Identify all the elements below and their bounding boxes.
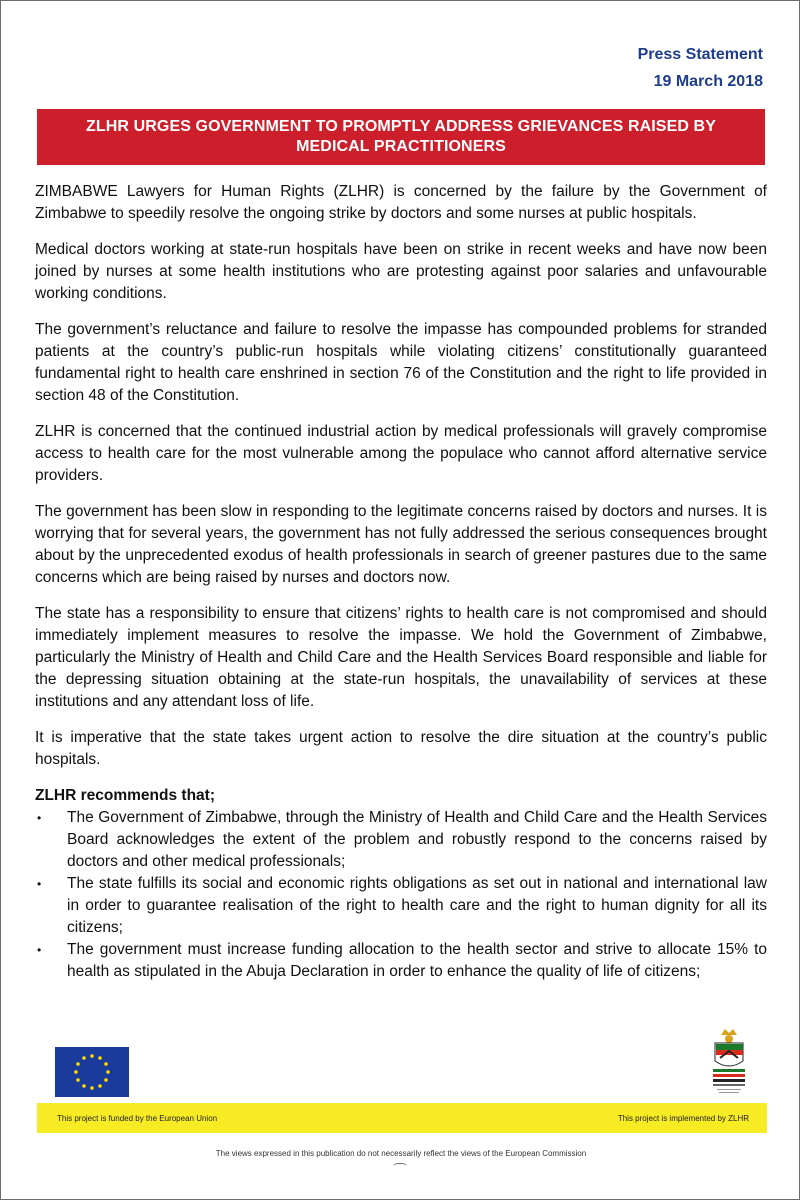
recommendations-heading: ZLHR recommends that;	[35, 787, 215, 804]
footer-logos	[1, 1041, 800, 1101]
statement-body	[35, 181, 767, 983]
title-banner	[37, 109, 765, 165]
zlhr-logo-icon	[703, 1025, 751, 1103]
decorative-mark	[393, 1163, 407, 1168]
recommendation-item	[35, 873, 767, 939]
recommendation-item	[35, 939, 767, 983]
paragraph: ZLHR is concerned that the continued industrial action by medical professionals will gravely compromise access to health care for the most vulnerable among the populace who cannot afford alternative service providers.	[35, 423, 767, 484]
paragraph: The government’s reluctance and failure to resolve the impasse has compounded problems for stranded patients at the country’s public-run hospitals while violating citizens’ constitutionally guaranteed fundamental right to health care enshrined in section 76 of the Constitution and the right to life provided in section 48 of the Constitution.	[35, 321, 767, 404]
press-statement-label: Press Statement	[637, 46, 763, 63]
banner-title: ZLHR URGES GOVERNMENT TO PROMPTLY ADDRESS GRIEVANCES RAISED BY MEDICAL PRACTITIONERS	[86, 118, 716, 155]
bullet-icon: •	[37, 877, 42, 891]
paragraph: ZIMBABWE Lawyers for Human Rights (ZLHR) is concerned by the failure by the Government of Zimbabwe to speedily resolve the ongoing strike by doctors and some nurses at public hospitals.	[35, 183, 767, 222]
recommendation-text: The state fulfills its social and economic rights obligations as set out in national and international law in order to guarantee realisation of the right to health care and the right to human dignity for all its citizens;	[67, 875, 767, 936]
bullet-icon: •	[37, 943, 42, 957]
paragraph: It is imperative that the state takes urgent action to resolve the dire situation at the country’s public hospitals.	[35, 729, 767, 768]
recommendation-text: The government must increase funding allocation to the health sector and strive to allocate 15% to health as stipulated in the Abuja Declaration in order to enhance the quality of life of citizens;	[67, 941, 767, 980]
press-date: 19 March 2018	[653, 73, 763, 90]
paragraph: The government has been slow in responding to the legitimate concerns raised by doctors and nurses. It is worrying that for several years, the government has not fully addressed the serious consequences brought about by the unprecedented exodus of health professionals in search of greener pastures due to the same concerns which are being raised by nurses and doctors now.	[35, 503, 767, 586]
funded-by-text: This project is funded by the European Union	[57, 1114, 218, 1123]
press-header	[638, 41, 763, 95]
paragraph: Medical doctors working at state-run hospitals have been on strike in recent weeks and have now been joined by nurses at some health institutions who are protesting against poor salaries and unfavourable working conditions.	[35, 241, 767, 302]
implemented-by-text: This project is implemented by ZLHR	[617, 1114, 749, 1123]
disclaimer-text: The views expressed in this publication do not necessarily reflect the views of the European Commission	[215, 1149, 587, 1158]
recommendations-list	[35, 807, 767, 983]
recommendation-text: The Government of Zimbabwe, through the Ministry of Health and Child Care and the Health Services Board acknowledges the extent of the problem and robustly respond to the concerns raised by doctors and other medical professionals;	[67, 809, 767, 870]
bullet-icon: •	[37, 811, 42, 825]
eu-flag-icon	[55, 1047, 129, 1097]
recommendation-item	[35, 807, 767, 873]
funding-bar	[37, 1103, 767, 1133]
paragraph: The state has a responsibility to ensure that citizens’ rights to health care is not compromised and should immediately implement measures to resolve the impasse. We hold the Government of Zimbabwe, particularly the Ministry of Health and Child Care and the Health Services Board responsible and liable for the depressing situation obtaining at the state-run hospitals, the unavailability of services at these institutions and any attendant loss of life.	[35, 605, 767, 710]
